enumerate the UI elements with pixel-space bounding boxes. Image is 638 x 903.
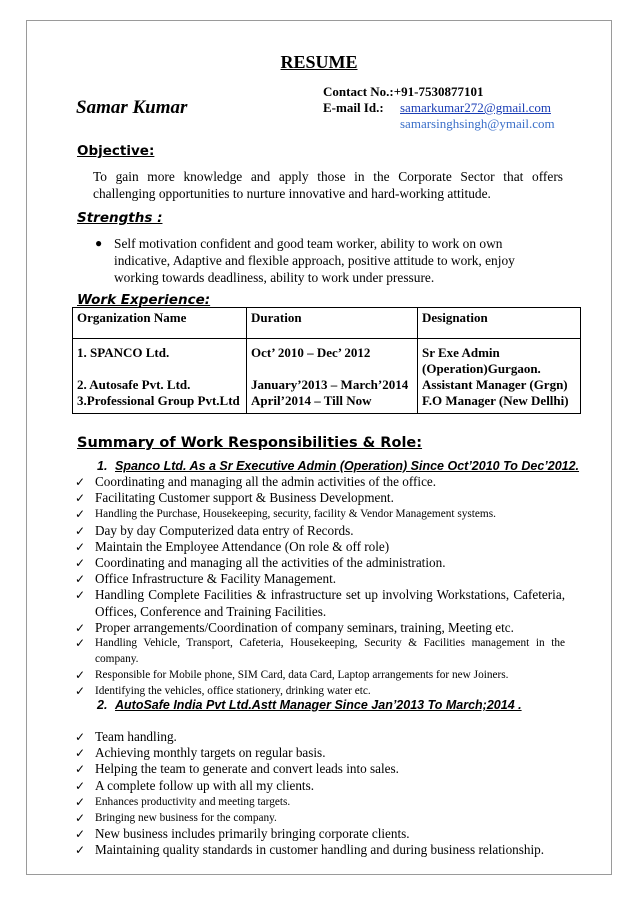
table-row [73,339,581,414]
section-1-title [97,459,579,473]
list-item: ✓ Coordinating and managing all the activities of the administration. [75,555,446,571]
list-item: ✓ Handling the Purchase, Housekeeping, security, facility & Vendor Management systems. [75,507,496,522]
strength-text: Self motivation confident and good team worker, ability to work on own indicative, Adaptive and flexible approach, positive attitude to work, enjoy working towards deadliness, ability to work under pressure. [114,236,515,285]
check-mark-icon: ✓ [75,491,86,506]
check-mark-icon: ✓ [75,475,86,489]
designation-3: F.O Manager (New Dellhi) [422,393,569,408]
list-item: ✓ Achieving monthly targets on regular basis. [75,745,326,761]
objective-heading: Objective: [77,143,155,159]
check-mark-icon: ✓ [75,730,86,744]
section-2-number: 2. [97,698,108,712]
email-secondary: samarsinghsingh@ymail.com [400,116,555,131]
strengths-list [95,235,550,286]
check-mark-icon: ✓ [75,572,86,587]
section-1-title-text: Spanco Ltd. As a Sr Executive Admin (Operation) Since Oct’2010 To Dec’2012. [115,459,580,473]
duration-2: January’2013 – March’2014 [251,377,409,392]
email-list [400,100,555,132]
bullet-dot-icon: ● [95,236,103,250]
list-item: ✓ Maintaining quality standards in customer handling and during business relationship. [75,842,545,858]
list-item: ✓ A complete follow up with all my clients. [75,777,315,793]
check-mark-icon: ✓ [75,556,86,571]
list-item: ✓ Handling Complete Facilities & infrastructure set up involving Workstations, Cafeteria, Offices, Conference and Training Facilities. [75,587,565,619]
work-experience-heading: Work Experience: [77,292,211,308]
check-mark-icon: ✓ [75,746,86,761]
check-mark-icon: ✓ [75,636,86,651]
list-item: ✓ Office Infrastructure & Facility Management. [75,571,337,587]
check-mark-icon: ✓ [75,762,86,777]
designation-cell [418,339,581,414]
phone-row [323,84,484,100]
phone-number: +91-7530877101 [393,84,484,99]
list-item: ✓ Team handling. [75,729,177,744]
list-item: ✓ Maintain the Employee Attendance (On role & off role) [75,538,390,554]
strength-item [95,235,550,286]
check-mark-icon: ✓ [75,507,86,522]
check-mark-icon: ✓ [75,668,86,683]
section-1-list [75,474,565,699]
list-item: ✓ New business includes primarily bringing corporate clients. [75,826,410,842]
table-header-row [73,308,581,339]
list-item: ✓ Enhances productivity and meeting targets. [75,794,291,809]
section-2-title [97,698,522,712]
email-link-primary[interactable]: samarkumar272@gmail.com [400,100,551,115]
list-item: ✓ Facilitating Customer support & Business Development. [75,490,394,506]
section-1-number: 1. [97,459,108,473]
list-item: ✓ Handling Vehicle, Transport, Cafeteria, Housekeeping, Security & Facilities management in the company. [75,636,565,665]
column-header-duration: Duration [247,308,418,339]
check-mark-icon: ✓ [75,811,86,826]
objective-text: To gain more knowledge and apply those in the Corporate Sector that offers challenging opportunities to nurture innovative and hard-working attitude. [93,169,563,201]
list-item: ✓ Identifying the vehicles, office stationery, drinking water etc. [75,684,371,699]
check-mark-icon: ✓ [75,523,86,538]
resume-title: RESUME [280,52,358,72]
list-item: ✓ Bringing new business for the company. [75,811,277,826]
org-1: 1. SPANCO Ltd. [77,345,170,360]
designation-2: Assistant Manager (Grgn) [422,377,568,392]
list-item: ✓ Day by day Computerized data entry of Records. [75,522,354,538]
org-cell [73,339,247,414]
phone-label: Contact No.: [323,84,394,99]
column-header-designation: Designation [418,308,581,339]
candidate-name: Samar Kumar [76,97,188,118]
org-3: 3.Professional Group Pvt.Ltd [77,393,240,408]
list-item: ✓ Proper arrangements/Coordination of company seminars, training, Meeting etc. [75,619,514,635]
email-label: E-mail Id.: [323,100,384,115]
list-item: ✓ Coordinating and managing all the admin activities of the office. [75,474,437,489]
section-2-title-text: AutoSafe India Pvt Ltd.Astt Manager Since Jan’2013 To March;2014 . [115,698,522,712]
check-mark-icon: ✓ [75,588,86,603]
list-item: ✓ Responsible for Mobile phone, SIM Card, data Card, Laptop arrangements for new Joiners. [75,668,509,683]
experience-table [72,307,581,414]
check-mark-icon: ✓ [75,539,86,554]
list-item: ✓ Helping the team to generate and convert leads into sales. [75,761,399,777]
check-mark-icon: ✓ [75,794,86,809]
check-mark-icon: ✓ [75,620,86,635]
duration-cell [247,339,418,414]
designation-1: Sr Exe Admin (Operation)Gurgaon. [422,345,541,376]
section-2-list [75,729,565,859]
duration-3: April’2014 – Till Now [251,393,372,408]
column-header-organization: Organization Name [73,308,247,339]
check-mark-icon: ✓ [75,827,86,842]
summary-heading: Summary of Work Responsibilities & Role: [77,435,423,451]
org-2: 2. Autosafe Pvt. Ltd. [77,377,191,392]
strengths-heading: Strengths : [77,210,163,226]
check-mark-icon: ✓ [75,684,86,699]
check-mark-icon: ✓ [75,778,86,793]
check-mark-icon: ✓ [75,843,86,858]
duration-1: Oct’ 2010 – Dec’ 2012 [251,345,371,360]
